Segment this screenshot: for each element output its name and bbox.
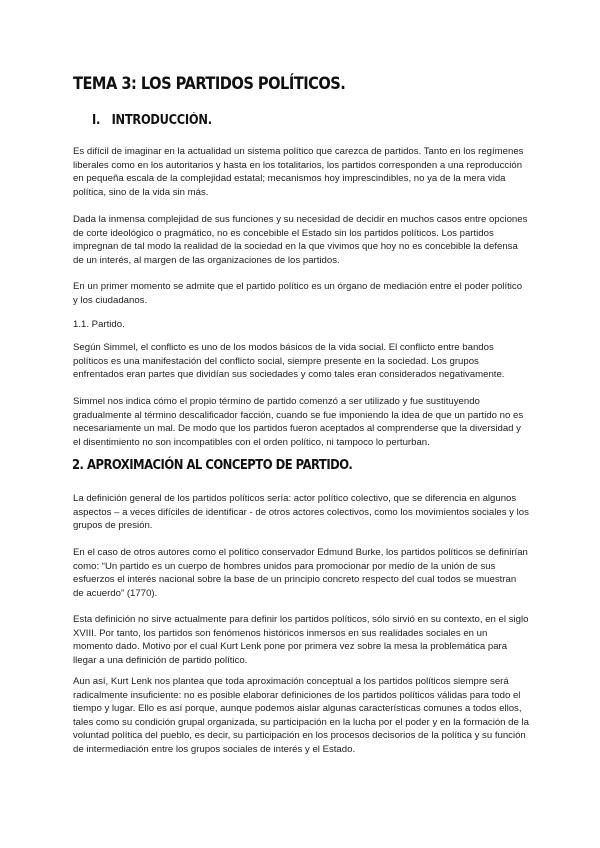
section-heading-introduccion: [92, 113, 212, 128]
subsection-heading-partido: 1.1. Partido.: [73, 319, 125, 330]
section-number: I.: [92, 113, 101, 128]
paragraph-intro-2: Dada la inmensa complejidad de sus funciones y su necesidad de decidir en muchos casos entre opciones de corte ideológico o pragmático, no es concebible el Estado sin los partidos políticos. Los partidos impregnan de tal modo la realidad de la sociedad en la que vivimos que hoy no es concebible la defensa de un interés, al margen de las organizaciones de los partidos.: [73, 214, 528, 266]
document-title: TEMA 3: LOS PARTIDOS POLÍTICOS.: [73, 74, 346, 94]
section-heading-text: INTRODUCCIÓN.: [111, 113, 212, 128]
paragraph-concepto-2: En el caso de otros autores como el político conservador Edmund Burke, los partidos políticos se definirían como: “Un partido es un cuerpo de hombres unidos para promocionar por medio de la unión de sus esfuerzos el interés nacional sobre la base de un principio concreto respecto del cual todos se muestran de acuerdo” (1770).: [73, 547, 528, 599]
paragraph-concepto-1: La definición general de los partidos políticos sería: actor político colectivo, que se diferencia en algunos aspectos – a veces difíciles de identificar - de otros actores colectivos, como los movimientos sociales y los grupos de presión.: [73, 493, 529, 532]
paragraph-intro-1: Es difícil de imaginar en la actualidad un sistema político que carezca de partidos. Tanto en los regímenes liberales como en los autoritarios y hasta en los totalitarios, los partidos corresponden a una reproducción en pequeña escala de la complejidad estatal; mecanismos hoy imprescindibles, no ya de la mera vida política, sino de la vida sin más.: [73, 146, 524, 198]
paragraph-concepto-4: Aun así, Kurt Lenk nos plantea que toda aproximación conceptual a los partidos políticos siempre será radicalmente insuficiente: no es posible elaborar definiciones de los partidos políticos válidas para todo el tiempo y lugar. Ello es así porque, aunque podemos aislar algunas características comunes a todos ellos, tales como su condición grupal organizada, su participación en la lucha por el poder y en la formación de la voluntad política del pueblo, es decir, su participación en los procesos decisorios de la política y su función de intermediación entre los grupos sociales de interés y el Estado.: [73, 676, 529, 755]
paragraph-intro-3: En un primer momento se admite que el partido político es un órgano de mediación entre el poder político y los ciudadanos.: [73, 281, 523, 306]
section-heading-concepto: 2. APROXIMACIÓN AL CONCEPTO DE PARTIDO.: [72, 457, 353, 473]
paragraph-concepto-3: Esta definición no sirve actualmente para definir los partidos políticos, sólo sirvió en su contexto, en el siglo XVIII. Por tanto, los partidos son fenómenos históricos inmersos en sus realidades sociales en un momento dado. Motivo por el cual Kurt Lenk pone por primera vez sobre la mesa la problemática para llegar a una definición de partido político.: [73, 614, 529, 666]
paragraph-partido-1: Según Simmel, el conflicto es uno de los modos básicos de la vida social. El conflicto entre bandos políticos es una manifestación del conflicto social, siempre presente en la sociedad. Los grupos enfrentados eran partes que dividían sus sociedades y como tales eran considerados negativamente.: [73, 342, 505, 381]
paragraph-partido-2: Simmel nos indica cómo el propio término de partido comenzó a ser utilizado y fue sustituyendo gradualmente al término descalificador facción, cuando se fue imponiendo la idea de que un partido no es necesariamente un mal. De modo que los partidos fueron aceptados al comprenderse que la diversidad y el disentimiento no son incompatibles con el orden político, ni tampoco lo perturban.: [73, 396, 524, 448]
